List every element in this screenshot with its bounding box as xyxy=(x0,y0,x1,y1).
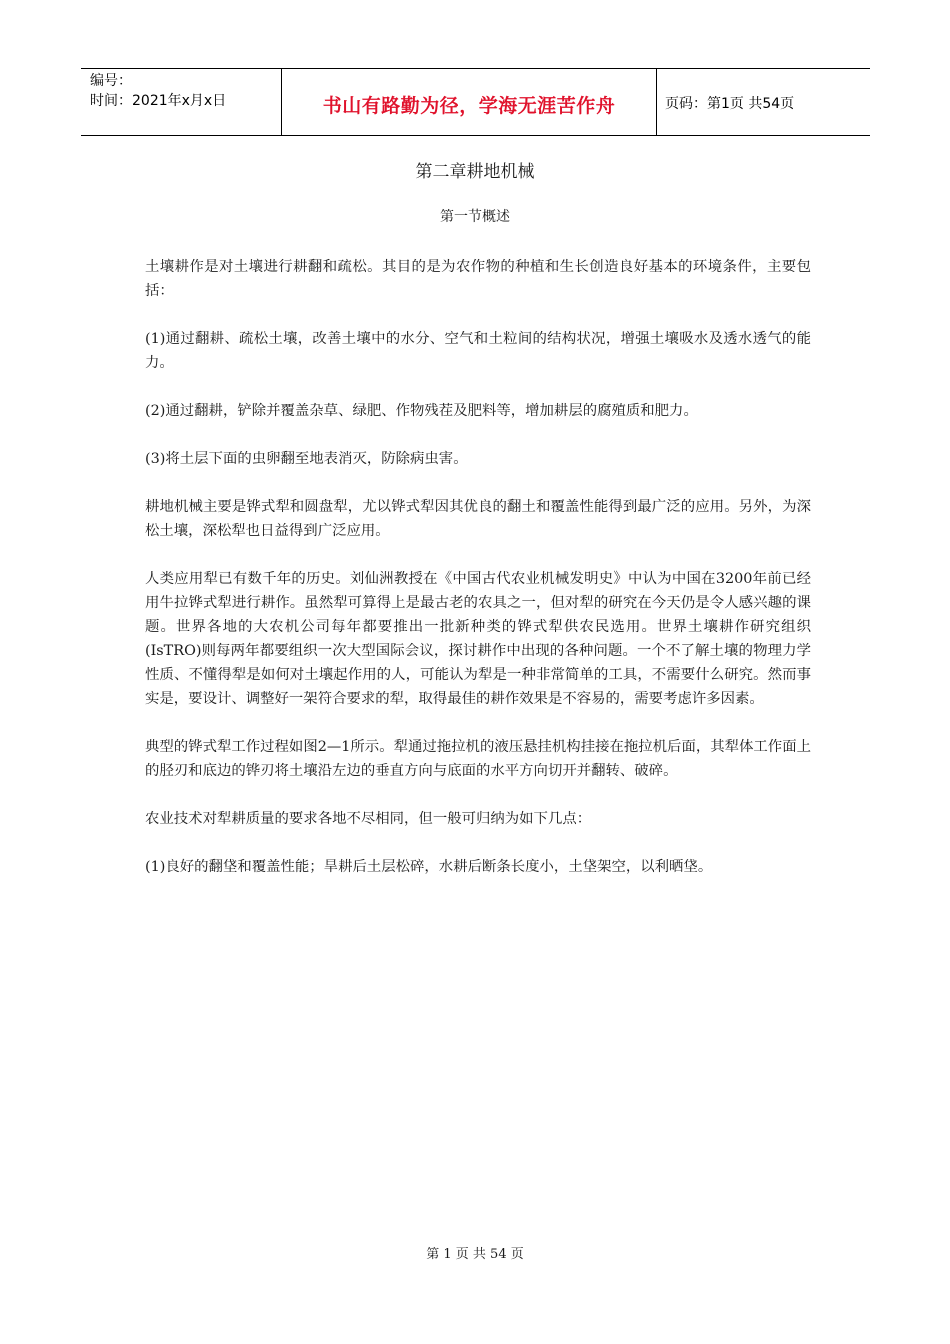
header-motto-cell xyxy=(281,69,657,135)
header-page-info: 页码：第1页 共54页 xyxy=(665,96,795,112)
document-body xyxy=(145,255,811,903)
paragraph: (1)良好的翻垡和覆盖性能；旱耕后土层松碎，水耕后断条长度小，土垡架空，以利晒垡。 xyxy=(145,859,713,875)
chapter-title: 第二章耕地机械 xyxy=(415,162,535,182)
paragraph: 耕地机械主要是铧式犁和圆盘犁，尤以铧式犁因其优良的翻土和覆盖性能得到最广泛的应用。另外，为深松土壤，深松犁也日益得到广泛应用。 xyxy=(145,499,811,539)
time-label: 时间：2021年x月x日 xyxy=(90,93,227,109)
number-label: 编号： xyxy=(90,73,132,89)
header-table xyxy=(81,68,870,136)
section-title: 第一节概述 xyxy=(440,209,510,225)
paragraph: (1)通过翻耕、疏松土壤，改善土壤中的水分、空气和土粒间的结构状况，增强土壤吸水及透水透气的能力。 xyxy=(145,331,811,371)
paragraph: 人类应用犁已有数千年的历史。刘仙洲教授在《中国古代农业机械发明史》中认为中国在3200年前已经用牛拉铧式犁进行耕作。虽然犁可算得上是最古老的农具之一，但对犁的研究在今天仍是令人感兴趣的课题。世界各地的大农机公司每年都要推出一批新种类的铧式犁供农民选用。世界土壤耕作研究组织(IsTRO)则每两年都要组织一次大型国际会议，探讨耕作中出现的各种问题。一个不了解土壤的物理力学性质、不懂得犁是如何对土壤起作用的人，可能认为犁是一种非常简单的工具，不需要什么研究。然而事实是，要设计、调整好一架符合要求的犁，取得最佳的耕作效果是不容易的，需要考虑许多因素。 xyxy=(145,571,811,707)
motto-text: 书山有路勤为径，学海无涯苦作舟 xyxy=(322,94,616,117)
paragraph: 农业技术对犁耕质量的要求各地不尽相同，但一般可归纳为如下几点： xyxy=(145,811,592,827)
paragraph: (3)将土层下面的虫卵翻至地表消灭，防除病虫害。 xyxy=(145,451,468,467)
paragraph: 土壤耕作是对土壤进行耕翻和疏松。其目的是为农作物的种植和生长创造良好基本的环境条件，主要包括： xyxy=(145,259,811,299)
paragraph: 典型的铧式犁工作过程如图2—1所示。犁通过拖拉机的液压悬挂机构挂接在拖拉机后面，其犁体工作面上的胫刃和底边的铧刃将土壤沿左边的垂直方向与底面的水平方向切开并翻转、破碎。 xyxy=(145,739,811,779)
header-meta xyxy=(81,69,281,135)
paragraph: (2)通过翻耕，铲除并覆盖杂草、绿肥、作物残茬及肥料等，增加耕层的腐殖质和肥力。 xyxy=(145,403,698,419)
page-footer: 第 1 页 共 54 页 xyxy=(426,1247,524,1262)
